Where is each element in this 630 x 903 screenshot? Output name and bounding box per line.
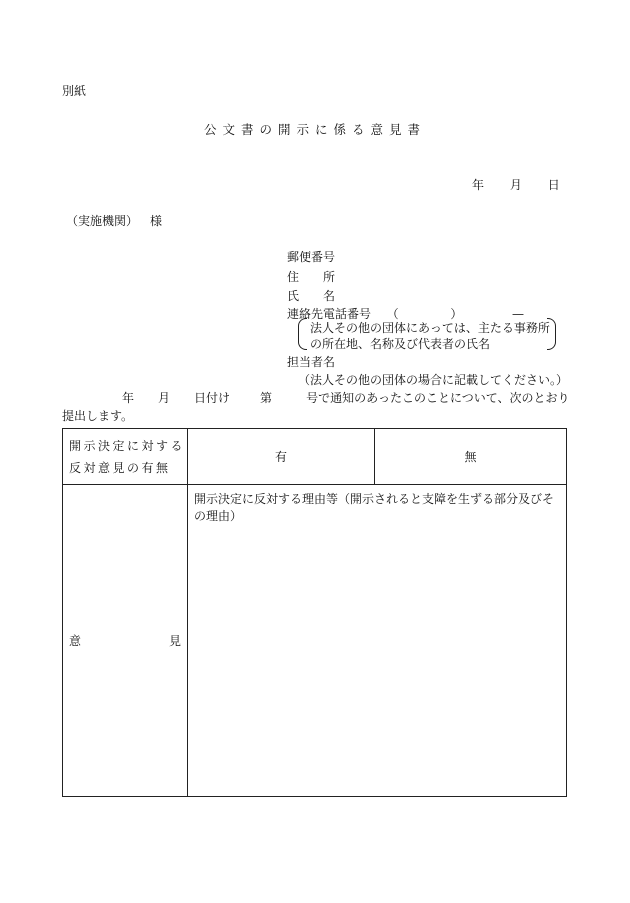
opinion-reason-prompt: 開示決定に反対する理由等（開示されると支障を生ずる部分及びその理由）: [194, 492, 555, 523]
attachment-label: 別紙: [62, 84, 87, 98]
person-note: （法人その他の団体の場合に記載してください。）: [298, 373, 569, 387]
objection-header-line2: 反対意見の有無: [69, 460, 171, 475]
opinion-label-2: 見: [168, 634, 181, 648]
corporate-note-line2: の所在地、名称及び代表者の氏名: [310, 337, 491, 351]
addressee-agency: （実施機関）: [66, 214, 139, 228]
corporate-note: [298, 318, 556, 350]
objection-yes-label: 有: [274, 450, 287, 464]
body-text: 号で通知のあったこのことについて、次のとおり: [306, 391, 570, 405]
right-bracket: [547, 318, 556, 350]
opinion-label-1: 意: [69, 634, 82, 648]
body-line-1: [122, 389, 569, 406]
address-label-1: 住: [287, 270, 300, 284]
addressee: [66, 212, 162, 229]
body-year: 年: [122, 391, 135, 405]
objection-no-label: 無: [464, 450, 477, 464]
opinion-label-cell: [63, 485, 188, 797]
body-no: 第: [260, 391, 273, 405]
objection-header-line1: 開示決定に対する: [69, 438, 186, 453]
addressee-honorific: 様: [150, 214, 163, 228]
phone-dash: —: [512, 307, 525, 321]
objection-no-cell[interactable]: [375, 429, 567, 485]
date-line: [472, 176, 560, 193]
name-label-2: 名: [323, 289, 336, 303]
body-dated: 日付け: [194, 391, 231, 405]
corporate-note-line1: 法人その他の団体にあっては、主たる事務所: [310, 321, 550, 335]
left-bracket: [298, 318, 307, 350]
document-title: 公文書の開示に係る意見書: [203, 122, 426, 137]
table-row-objection: [63, 429, 567, 485]
opinion-reason-field[interactable]: [188, 485, 567, 797]
postal-code-label: 郵便番号: [287, 250, 336, 264]
phone-open-paren: （: [386, 307, 399, 321]
address-label: [287, 268, 335, 285]
person-in-charge-label: 担当者名: [287, 355, 336, 369]
table-row-opinion: [63, 485, 567, 797]
date-year: 年: [472, 178, 485, 192]
name-label-1: 氏: [287, 289, 300, 303]
phone-label: 連絡先電話番号: [287, 307, 372, 321]
date-day: 日: [547, 178, 560, 192]
objection-yes-cell[interactable]: [188, 429, 375, 485]
name-label: [287, 287, 335, 304]
objection-header-cell: [63, 429, 188, 485]
phone-close-paren: ）: [450, 307, 463, 321]
address-label-2: 所: [323, 270, 336, 284]
body-line-2: 提出します。: [62, 409, 134, 423]
body-month: 月: [158, 391, 171, 405]
opinion-table: [62, 428, 567, 797]
date-month: 月: [509, 178, 522, 192]
